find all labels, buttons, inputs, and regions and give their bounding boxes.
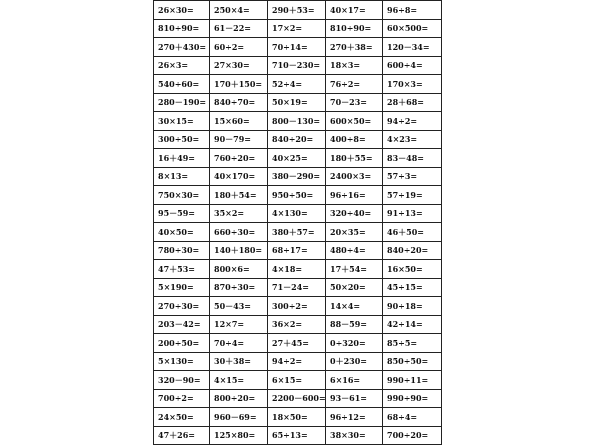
problem-cell: 5×130= bbox=[154, 352, 210, 371]
table-row bbox=[154, 223, 442, 242]
problem-cell: 47＋53= bbox=[154, 260, 210, 279]
problem-cell: 290＋53= bbox=[268, 1, 326, 20]
problem-cell: 960－69= bbox=[210, 408, 268, 427]
table-row bbox=[154, 56, 442, 75]
problem-cell: 60÷2= bbox=[210, 38, 268, 57]
problem-cell: 94÷2= bbox=[383, 112, 442, 131]
table-row bbox=[154, 186, 442, 205]
problem-cell: 280－190= bbox=[154, 93, 210, 112]
problem-cell: 850÷50= bbox=[383, 352, 442, 371]
problem-cell: 170×3= bbox=[383, 75, 442, 94]
problem-cell: 36×2= bbox=[268, 315, 326, 334]
problem-cell: 24×50= bbox=[154, 408, 210, 427]
table-row bbox=[154, 75, 442, 94]
table-row bbox=[154, 408, 442, 427]
problem-cell: 320－90= bbox=[154, 371, 210, 390]
table-row bbox=[154, 315, 442, 334]
problem-cell: 35×2= bbox=[210, 204, 268, 223]
table-row bbox=[154, 167, 442, 186]
problem-cell: 38×30= bbox=[326, 426, 383, 445]
problem-cell: 4×130= bbox=[268, 204, 326, 223]
problem-cell: 76÷2= bbox=[326, 75, 383, 94]
problem-cell: 660÷30= bbox=[210, 223, 268, 242]
problem-cell: 40×170= bbox=[210, 167, 268, 186]
problem-cell: 83－48= bbox=[383, 149, 442, 168]
problem-cell: 125×80= bbox=[210, 426, 268, 445]
problem-cell: 180＋55= bbox=[326, 149, 383, 168]
problem-cell: 20×35= bbox=[326, 223, 383, 242]
problem-cell: 2200－600= bbox=[268, 389, 326, 408]
problem-cell: 50－43= bbox=[210, 297, 268, 316]
problem-cell: 26×3= bbox=[154, 56, 210, 75]
problem-cell: 760÷20= bbox=[210, 149, 268, 168]
problem-cell: 380－290= bbox=[268, 167, 326, 186]
problem-cell: 300÷2= bbox=[268, 297, 326, 316]
problem-cell: 90－79= bbox=[210, 130, 268, 149]
problem-cell: 990÷90= bbox=[383, 389, 442, 408]
table-row bbox=[154, 112, 442, 131]
problem-cell: 12×7= bbox=[210, 315, 268, 334]
problem-cell: 57÷19= bbox=[383, 186, 442, 205]
problem-cell: 990÷11= bbox=[383, 371, 442, 390]
problem-cell: 28＋68= bbox=[383, 93, 442, 112]
arithmetic-table bbox=[153, 0, 442, 445]
problem-cell: 85÷5= bbox=[383, 334, 442, 353]
problem-cell: 2400×3= bbox=[326, 167, 383, 186]
table-row bbox=[154, 426, 442, 445]
problem-cell: 46＋50= bbox=[383, 223, 442, 242]
table-row bbox=[154, 260, 442, 279]
problem-cell: 320÷40= bbox=[326, 204, 383, 223]
problem-cell: 50×20= bbox=[326, 278, 383, 297]
problem-cell: 40×17= bbox=[326, 1, 383, 20]
problem-cell: 180＋54= bbox=[210, 186, 268, 205]
table-row bbox=[154, 297, 442, 316]
problem-cell: 27＋45= bbox=[268, 334, 326, 353]
problem-cell: 68÷4= bbox=[383, 408, 442, 427]
problem-cell: 380＋57= bbox=[268, 223, 326, 242]
problem-cell: 4×18= bbox=[268, 260, 326, 279]
problem-cell: 18×50= bbox=[268, 408, 326, 427]
table-row bbox=[154, 334, 442, 353]
table-row bbox=[154, 204, 442, 223]
problem-cell: 4×23= bbox=[383, 130, 442, 149]
table-row bbox=[154, 130, 442, 149]
problem-cell: 6×16= bbox=[326, 371, 383, 390]
problem-cell: 70÷4= bbox=[210, 334, 268, 353]
problem-cell: 5×190= bbox=[154, 278, 210, 297]
problem-cell: 50×19= bbox=[268, 93, 326, 112]
problem-cell: 65÷13= bbox=[268, 426, 326, 445]
problem-cell: 800－130= bbox=[268, 112, 326, 131]
problem-cell: 30×15= bbox=[154, 112, 210, 131]
problem-cell: 6×15= bbox=[268, 371, 326, 390]
problem-cell: 40×50= bbox=[154, 223, 210, 242]
problem-cell: 870÷30= bbox=[210, 278, 268, 297]
problem-cell: 60×500= bbox=[383, 19, 442, 38]
problem-cell: 17×2= bbox=[268, 19, 326, 38]
problem-cell: 27×30= bbox=[210, 56, 268, 75]
problem-cell: 47＋26= bbox=[154, 426, 210, 445]
problem-cell: 30＋38= bbox=[210, 352, 268, 371]
problem-cell: 700÷20= bbox=[383, 426, 442, 445]
problem-cell: 88－59= bbox=[326, 315, 383, 334]
table-row bbox=[154, 1, 442, 20]
table-row bbox=[154, 38, 442, 57]
problem-cell: 170＋150= bbox=[210, 75, 268, 94]
problem-cell: 61－22= bbox=[210, 19, 268, 38]
problem-cell: 70÷14= bbox=[268, 38, 326, 57]
problem-cell: 140＋180= bbox=[210, 241, 268, 260]
problem-cell: 16＋49= bbox=[154, 149, 210, 168]
arithmetic-worksheet bbox=[153, 0, 441, 441]
problem-cell: 0÷320= bbox=[326, 334, 383, 353]
problem-cell: 270＋430= bbox=[154, 38, 210, 57]
problem-cell: 710－230= bbox=[268, 56, 326, 75]
problem-cell: 800×6= bbox=[210, 260, 268, 279]
problem-cell: 26×30= bbox=[154, 1, 210, 20]
problem-cell: 42÷14= bbox=[383, 315, 442, 334]
problem-cell: 120－34= bbox=[383, 38, 442, 57]
table-row bbox=[154, 19, 442, 38]
problem-cell: 400÷8= bbox=[326, 130, 383, 149]
problem-cell: 800÷20= bbox=[210, 389, 268, 408]
problem-cell: 15×60= bbox=[210, 112, 268, 131]
problem-cell: 810÷90= bbox=[326, 19, 383, 38]
table-row bbox=[154, 278, 442, 297]
problem-cell: 750×30= bbox=[154, 186, 210, 205]
problem-cell: 840÷20= bbox=[383, 241, 442, 260]
problem-cell: 0＋230= bbox=[326, 352, 383, 371]
table-row bbox=[154, 352, 442, 371]
table-row bbox=[154, 389, 442, 408]
table-row bbox=[154, 241, 442, 260]
problem-cell: 91÷13= bbox=[383, 204, 442, 223]
problem-cell: 96÷8= bbox=[383, 1, 442, 20]
problem-cell: 68÷17= bbox=[268, 241, 326, 260]
problem-cell: 780÷30= bbox=[154, 241, 210, 260]
problem-cell: 18×3= bbox=[326, 56, 383, 75]
problem-cell: 810÷90= bbox=[154, 19, 210, 38]
arithmetic-table-body bbox=[154, 1, 442, 445]
problem-cell: 840÷20= bbox=[268, 130, 326, 149]
problem-cell: 300÷50= bbox=[154, 130, 210, 149]
problem-cell: 250×4= bbox=[210, 1, 268, 20]
problem-cell: 57÷3= bbox=[383, 167, 442, 186]
problem-cell: 90÷18= bbox=[383, 297, 442, 316]
problem-cell: 93－61= bbox=[326, 389, 383, 408]
problem-cell: 96÷16= bbox=[326, 186, 383, 205]
problem-cell: 840÷70= bbox=[210, 93, 268, 112]
problem-cell: 95－59= bbox=[154, 204, 210, 223]
problem-cell: 540÷60= bbox=[154, 75, 210, 94]
problem-cell: 17＋54= bbox=[326, 260, 383, 279]
problem-cell: 8×13= bbox=[154, 167, 210, 186]
problem-cell: 94÷2= bbox=[268, 352, 326, 371]
table-row bbox=[154, 149, 442, 168]
problem-cell: 200÷50= bbox=[154, 334, 210, 353]
table-row bbox=[154, 371, 442, 390]
problem-cell: 600×50= bbox=[326, 112, 383, 131]
problem-cell: 270＋38= bbox=[326, 38, 383, 57]
problem-cell: 16×50= bbox=[383, 260, 442, 279]
problem-cell: 600÷4= bbox=[383, 56, 442, 75]
problem-cell: 480÷4= bbox=[326, 241, 383, 260]
problem-cell: 52÷4= bbox=[268, 75, 326, 94]
problem-cell: 40×25= bbox=[268, 149, 326, 168]
problem-cell: 96÷12= bbox=[326, 408, 383, 427]
problem-cell: 700÷2= bbox=[154, 389, 210, 408]
problem-cell: 203－42= bbox=[154, 315, 210, 334]
problem-cell: 950÷50= bbox=[268, 186, 326, 205]
problem-cell: 14×4= bbox=[326, 297, 383, 316]
problem-cell: 270÷30= bbox=[154, 297, 210, 316]
problem-cell: 70－23= bbox=[326, 93, 383, 112]
table-row bbox=[154, 93, 442, 112]
problem-cell: 71－24= bbox=[268, 278, 326, 297]
problem-cell: 45÷15= bbox=[383, 278, 442, 297]
problem-cell: 4×15= bbox=[210, 371, 268, 390]
